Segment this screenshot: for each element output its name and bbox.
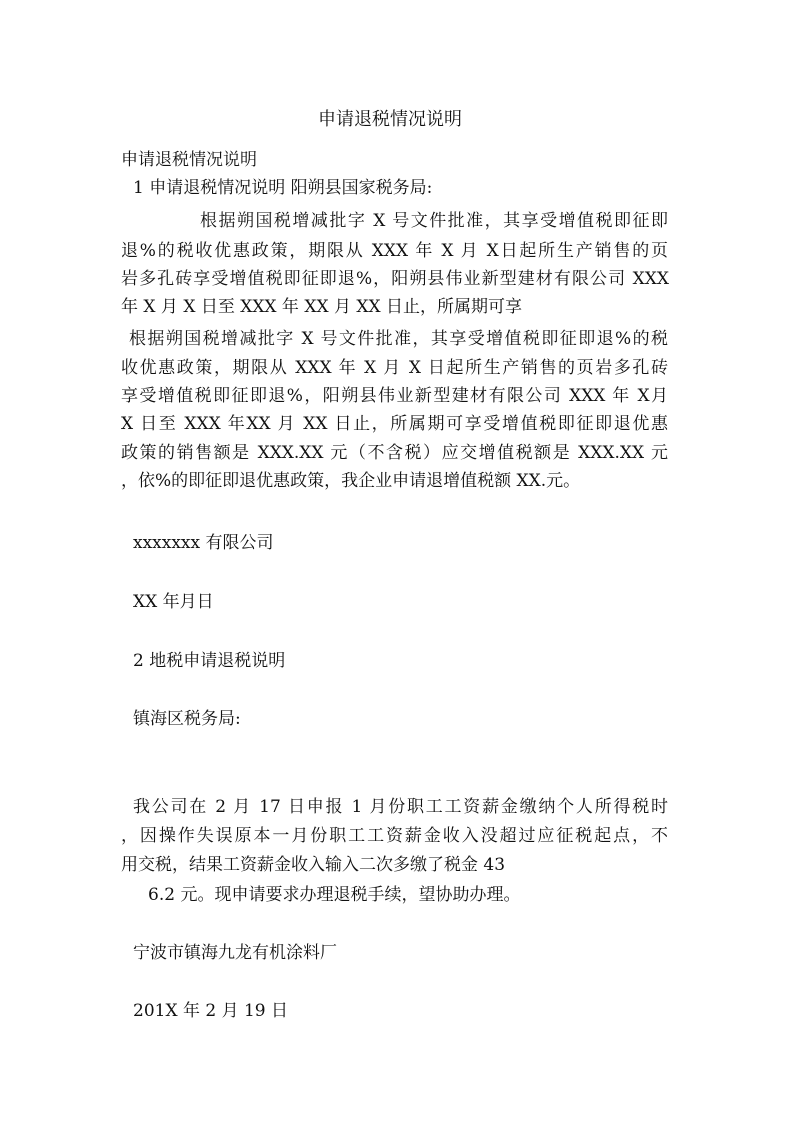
paragraph1-line: 退%的税收优惠政策，期限从 XXX 年 X 月 X日起所生产销售的页 xyxy=(121,241,668,261)
company-name: xxxxxxx 有限公司 xyxy=(133,533,274,553)
signature-date: XX 年月日 xyxy=(133,592,214,612)
document-subtitle: 申请退税情况说明 xyxy=(121,150,257,170)
paragraph2-line: 政策的销售额是 XXX.XX 元（不含税）应交增值税额是 XXX.XX 元 xyxy=(121,443,668,463)
paragraph2-line: 享受增值税即征即退%，阳朔县伟业新型建材有限公司 XXX 年 X月 xyxy=(121,386,668,406)
company-name: 宁波市镇海九龙有机涂料厂 xyxy=(133,943,337,963)
paragraph2-line: 收优惠政策，期限从 XXX 年 X 月 X 日起所生产销售的页岩多孔砖 xyxy=(121,358,668,378)
section1-heading: 1 申请退税情况说明 阳朔县国家税务局: xyxy=(133,178,433,198)
paragraph3-line: 我公司在 2 月 17 日申报 1 月份职工工资薪金缴纳个人所得税时 xyxy=(133,797,668,817)
paragraph3-line: ，因操作失误原本一月份职工工资薪金收入没超过应征税起点，不 xyxy=(121,826,668,846)
paragraph3-line: 6.2 元。现申请要求办理退税手续，望协助办理。 xyxy=(148,885,521,905)
addressee: 镇海区税务局: xyxy=(133,709,241,729)
document-title: 申请退税情况说明 xyxy=(318,109,462,130)
paragraph2-line: X 日至 XXX 年XX 月 XX 日止，所属期可享受增值税即征即退优惠 xyxy=(121,414,668,434)
paragraph2-line: 根据朔国税增减批字 X 号文件批准，其享受增值税即征即退%的税 xyxy=(129,329,668,349)
paragraph1-line: 岩多孔砖享受增值税即征即退%，阳朔县伟业新型建材有限公司 XXX xyxy=(121,269,669,289)
section2-heading: 2 地税申请退税说明 xyxy=(133,651,286,671)
paragraph1-line: 根据朔国税增减批字 X 号文件批准，其享受增值税即征即 xyxy=(200,211,668,231)
signature-date: 201X 年 2 月 19 日 xyxy=(133,1001,289,1021)
paragraph3-line: 用交税，结果工资薪金收入输入二次多缴了税金 43 xyxy=(121,855,506,875)
paragraph2-line: ，依%的即征即退优惠政策，我企业申请退增值税额 XX.元。 xyxy=(121,471,581,491)
paragraph1-line: 年 X 月 X 日至 XXX 年 XX 月 XX 日止，所属期可享 xyxy=(121,297,522,317)
